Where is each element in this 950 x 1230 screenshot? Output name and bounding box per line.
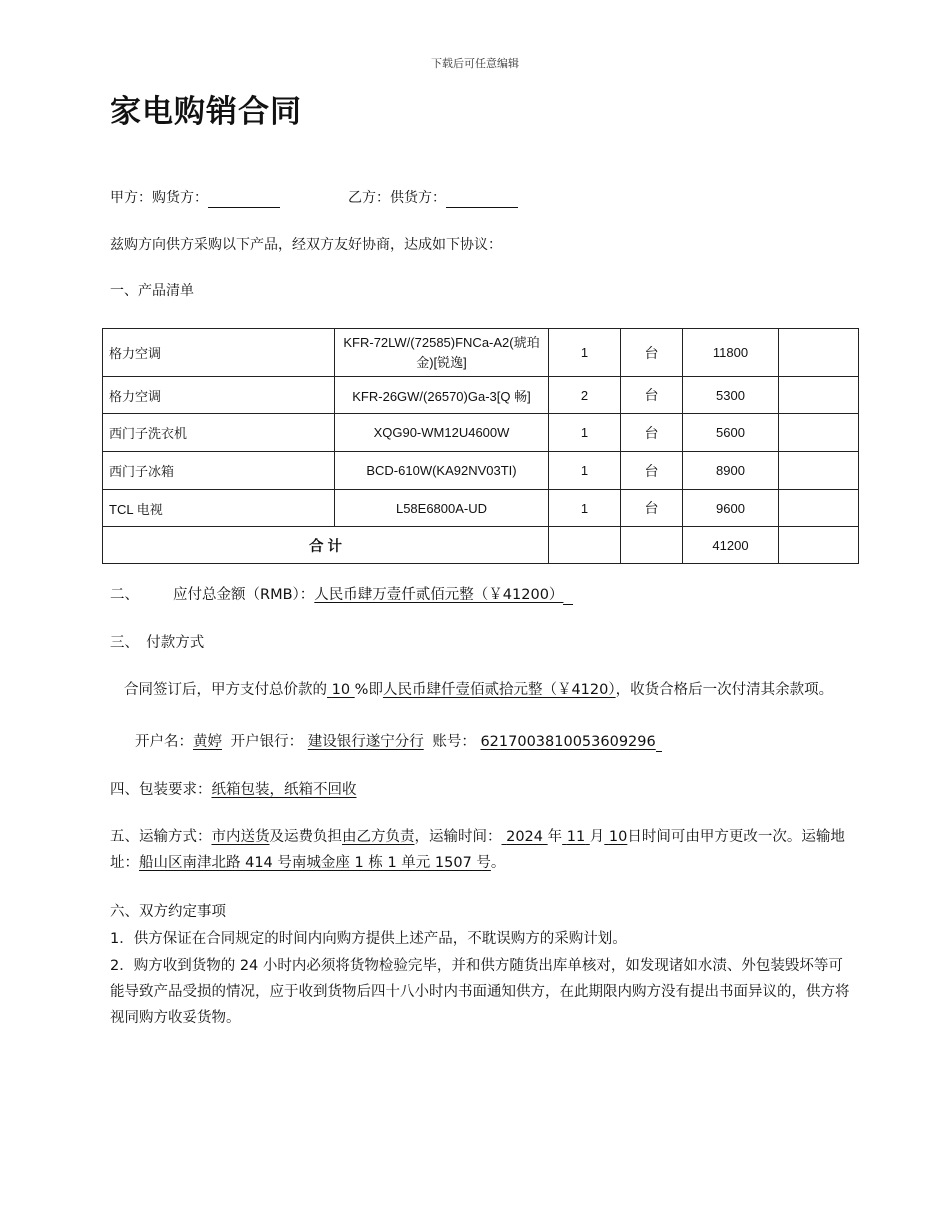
packaging [110,780,357,800]
section2 [110,585,573,605]
table-row [103,452,859,490]
product-model: XQG90-WM12U4600W [335,414,549,452]
intro-text: 兹购方向供方采购以下产品，经双方友好协商，达成如下协议： [110,237,502,253]
table-row [103,377,859,414]
day-text: 日时间可由甲方更改一次。运输地址： [110,829,845,871]
delivery-month: 11 [566,829,586,845]
payment-text2: %即 [354,682,383,698]
transport-end: 。 [490,855,506,871]
product-extra [779,377,859,414]
header-note: 下载后可任意编辑 [431,57,519,70]
holder-label: 开户名： [135,734,193,750]
fee-text: 及运费负担 [269,829,342,845]
product-name: 格力空调 [103,329,335,377]
transport-mode: 市内送货 [211,829,270,845]
payment-text3: ，收货合格后一次付清其余款项。 [615,682,834,698]
product-model: KFR-26GW/(26570)Ga-3[Q 畅] [335,377,549,414]
product-price: 9600 [683,490,779,527]
account-label: 账号： [432,734,476,750]
table-row [103,414,859,452]
agreement-item-1: 1．供方保证在合同规定的时间内向购方提供上述产品，不耽误购方的采购计划。 [110,931,627,947]
section6-title: 六、双方约定事项 [110,904,226,920]
total-amount-text: 人民币肆万壹仟贰佰元整（￥41200） [314,587,564,603]
party-a [110,188,280,208]
product-unit: 台 [621,377,683,414]
party-b [348,188,518,208]
product-extra [779,452,859,490]
product-qty: 1 [549,490,621,527]
packaging-label: 四、包装要求： [110,782,212,798]
section2-prefix: 二、 [110,587,139,603]
party-a-label: 甲方：购货方： [110,190,208,206]
product-qty: 1 [549,414,621,452]
table-row [103,490,859,527]
product-qty: 2 [549,377,621,414]
bank-name: 建设银行遂宁分行 [307,734,424,750]
total-empty-cell [621,527,683,564]
product-model: BCD-610W(KA92NV03TI) [335,452,549,490]
product-model: L58E6800A-UD [335,490,549,527]
product-unit: 台 [621,490,683,527]
bank-info [135,732,662,752]
transport-paragraph [110,824,852,876]
holder-name: 黄婷 [193,734,222,750]
delivery-day: 10 [608,829,628,845]
payment-amount: 人民币肆仟壹佰贰拾元整（￥4120） [382,682,616,698]
total-label: 合 计 [103,527,549,564]
payment-percent: 10 [331,682,351,698]
total-value: 41200 [683,527,779,564]
page-title: 家电购销合同 [110,94,302,130]
section3-title: 三、 付款方式 [110,635,205,651]
time-label: ，运输时间： [414,829,502,845]
party-b-blank[interactable] [446,191,518,208]
product-unit: 台 [621,414,683,452]
product-table [102,328,859,564]
year-unit: 年 [547,829,563,845]
product-name: 西门子洗衣机 [103,414,335,452]
total-empty-cell [549,527,621,564]
delivery-address: 船山区南津北路 414 号南城金座 1 栋 1 单元 1507 号 [139,855,491,871]
product-price: 8900 [683,452,779,490]
transport-label: 五、运输方式： [110,829,212,845]
month-unit: 月 [589,829,605,845]
total-empty-cell [779,527,859,564]
party-b-label: 乙方：供货方： [348,190,446,206]
product-price: 5300 [683,377,779,414]
product-extra [779,329,859,377]
agreement-item-2: 2．购方收到货物的 24 小时内必须将货物检验完毕，并和供方随货出库单核对，如发现诸如水渍、外包装毁坏等可能导致产品受损的情况，应于收到货物后四十八小时内书面通知供方，在此期限内购方没有提出书面异议的，供方将视同购方收妥货物。 [110,958,850,1026]
product-name: 格力空调 [103,377,335,414]
product-price: 5600 [683,414,779,452]
product-qty: 1 [549,329,621,377]
product-price: 11800 [683,329,779,377]
table-row [103,329,859,377]
product-extra [779,414,859,452]
product-extra [779,490,859,527]
product-name: 西门子冰箱 [103,452,335,490]
product-qty: 1 [549,452,621,490]
total-row [103,527,859,564]
packaging-value: 纸箱包装，纸箱不回收 [211,782,357,798]
fee-bearer: 由乙方负责 [342,829,415,845]
payment-paragraph [110,677,852,703]
delivery-year: 2024 [506,829,544,845]
account-number: 6217003810053609296 [480,734,656,750]
section1-title: 一、产品清单 [110,283,194,299]
bank-label: 开户银行： [230,734,304,750]
product-unit: 台 [621,329,683,377]
product-name: TCL 电视 [103,490,335,527]
payment-text1: 合同签订后，甲方支付总价款的 [124,682,327,698]
product-unit: 台 [621,452,683,490]
product-model: KFR-72LW/(72585)FNCa-A2(琥珀金)[锐逸] [335,329,549,377]
party-a-blank[interactable] [208,191,280,208]
section2-label: 应付总金额（RMB）： [173,587,315,603]
